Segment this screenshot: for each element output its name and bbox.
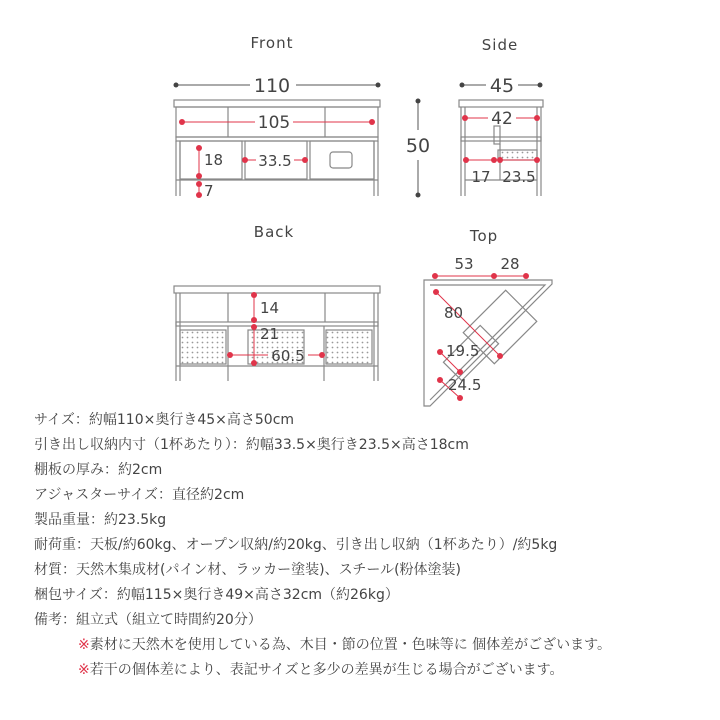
top-diag-short-dimension (437, 376, 481, 401)
back-upper-height-dimension (251, 292, 279, 323)
front-height-label: 50 (405, 135, 431, 157)
front-height-dimension (406, 99, 430, 198)
spec-shelf-thickness: 棚板の厚み：約2cm (34, 462, 163, 478)
side-drawer-depth-label: 23.5 (502, 168, 536, 186)
note-mark: ※ (78, 662, 90, 678)
note-wood (34, 633, 704, 658)
side-depth-dimension (460, 75, 543, 97)
side-drawer-gap-dimension (463, 157, 497, 186)
spec-material: 材質：天然木集成材(パイン材、ラッカー塗装)、スチール(粉体塗装) (34, 562, 462, 578)
side-drawer-gap-label: 17 (471, 168, 491, 186)
back-title: Back (253, 223, 295, 241)
front-foot-height-dimension (196, 181, 214, 200)
front-drawer-width-dimension (242, 152, 308, 170)
spec-adjuster-size: アジャスターサイズ：直径約2cm (34, 487, 245, 503)
top-left-label: 53 (454, 255, 474, 273)
top-left-dimension (432, 255, 497, 279)
side-title: Side (481, 36, 519, 54)
top-diag-mid-label: 19.5 (446, 342, 480, 360)
top-diag-short-label: 24.5 (448, 376, 482, 394)
spec-size: サイズ：約幅110×奥行き45×高さ50cm (34, 412, 295, 428)
front-inner-width-dimension (179, 113, 375, 133)
top-right-label: 28 (500, 255, 520, 273)
front-drawer-height-dimension (196, 145, 223, 179)
side-inner-depth-label: 42 (491, 109, 513, 129)
back-upper-height-label: 14 (260, 299, 280, 317)
side-inner-depth-dimension (462, 109, 540, 129)
front-width-label: 110 (253, 75, 291, 97)
spec-weight: 製品重量：約23.5kg (34, 512, 167, 528)
front-inner-width-label: 105 (257, 113, 291, 133)
top-right-dimension (494, 255, 529, 279)
front-title: Front (250, 34, 294, 52)
front-drawer-width-label: 33.5 (258, 152, 292, 170)
spec-remarks: 備考：組立式（組立て時間約20分） (34, 612, 262, 628)
note-mark: ※ (78, 637, 90, 653)
front-width-dimension (174, 75, 381, 97)
front-drawer-height-label: 18 (204, 151, 224, 169)
top-title: Top (469, 227, 499, 245)
back-opening-width-dimension (227, 347, 325, 365)
spec-package-size: 梱包サイズ：約幅115×奥行き49×高さ32cm（約26kg） (34, 587, 399, 603)
note-text: 素材に天然木を使用している為、木目・節の位置・色味等に 個体差がございます。 (89, 637, 612, 653)
front-foot-height-label: 7 (204, 182, 214, 200)
note-text: 若干の個体差により、表記サイズと多少の差異が生じる場合がございます。 (89, 662, 564, 678)
top-diag-long-label: 80 (444, 304, 464, 322)
note-size-variance (34, 658, 704, 683)
back-opening-width-label: 60.5 (271, 347, 305, 365)
side-depth-label: 45 (489, 75, 515, 97)
spec-list (34, 408, 704, 683)
spec-load-capacity: 耐荷重：天板/約60kg、オープン収納/約20kg、引き出し収納（1杯あたり）/約5kg (34, 537, 558, 553)
side-drawer-depth-dimension (497, 157, 540, 186)
back-mid-height-label: 21 (260, 325, 280, 343)
spec-drawer-inner: 引き出し収納内寸（1杯あたり）：約幅33.5×奥行き23.5×高さ18cm (34, 437, 469, 453)
